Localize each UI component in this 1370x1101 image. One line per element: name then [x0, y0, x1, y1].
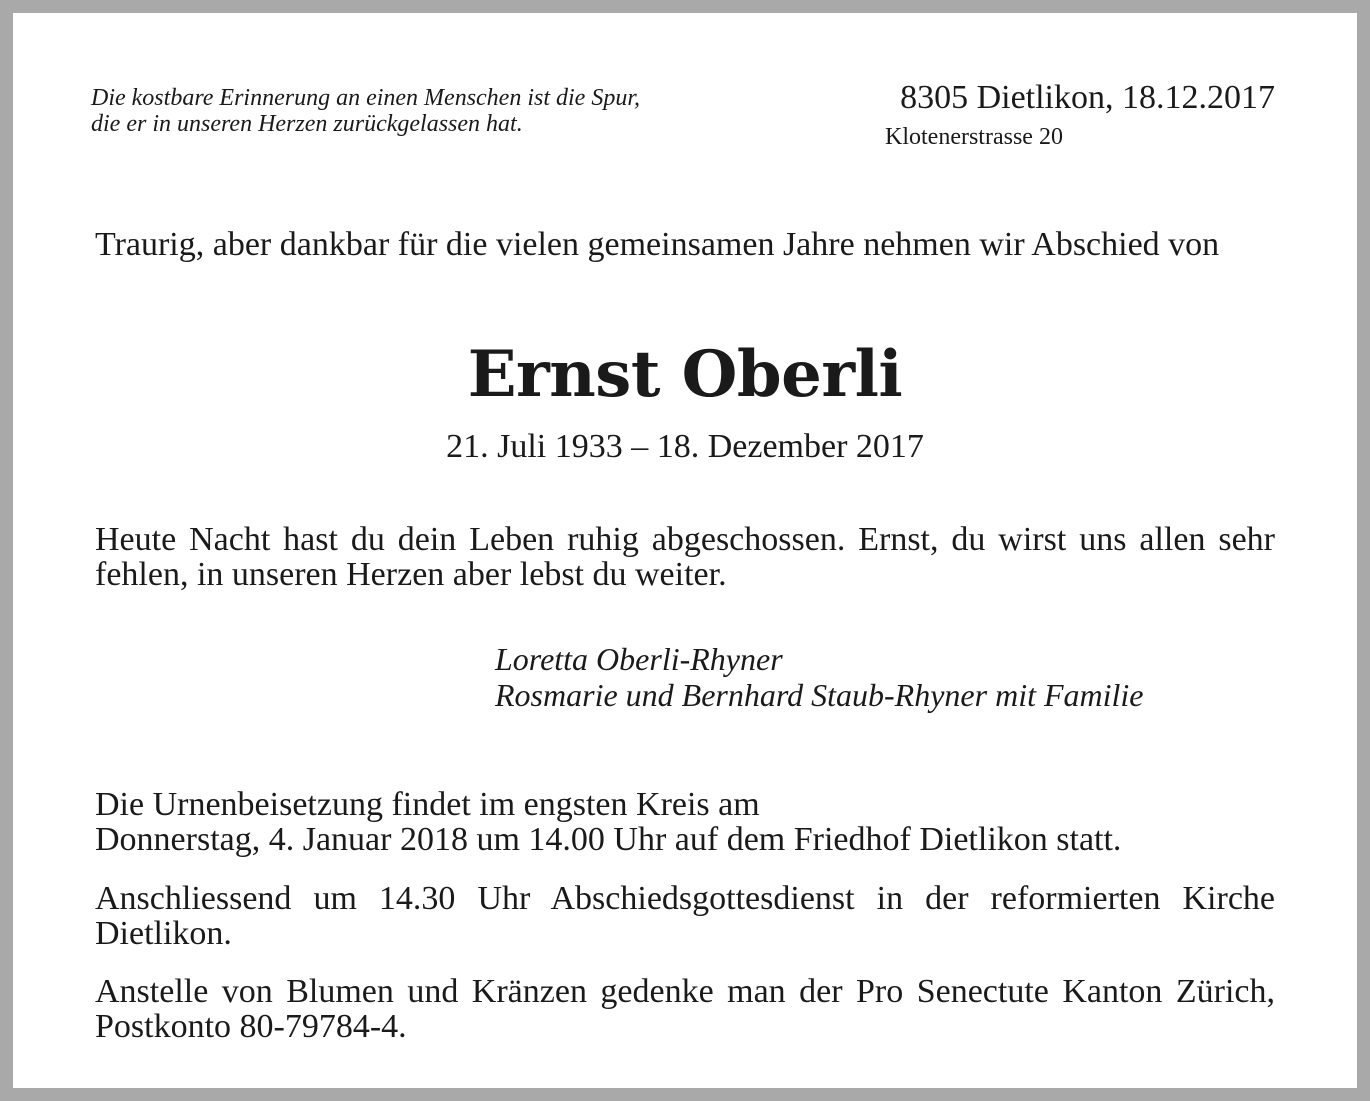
motto-line-1: Die kostbare Erinnerung an einen Menschen ist die Spur,: [91, 85, 641, 111]
burial-line-1: Die Urnenbeisetzung findet im engsten Kreis am: [95, 786, 760, 823]
life-dates: 21. Juli 1933 – 18. Dezember 2017: [446, 428, 924, 465]
burial-paragraph: [95, 787, 1275, 857]
mourners-list: [495, 641, 1275, 713]
address: Klotenerstrasse 20: [885, 124, 1063, 150]
burial-line-2: Donnerstag, 4. Januar 2018 um 14.00 Uhr auf dem Friedhof Dietlikon statt.: [95, 821, 1122, 858]
farewell-message: Heute Nacht hast du dein Leben ruhig abgeschossen. Ernst, du wirst uns allen sehr fehlen, in unseren Herzen aber lebst du weiter.: [95, 521, 1275, 593]
motto-quote: [91, 85, 791, 137]
obituary-notice: [13, 13, 1357, 1088]
deceased-name: Ernst Oberli: [467, 337, 903, 412]
intro-paragraph: Traurig, aber dankbar für die vielen gemeinsamen Jahre nehmen wir Abschied von: [95, 226, 1220, 263]
service-paragraph: Anschliessend um 14.30 Uhr Abschiedsgottesdienst in der reformierten Kirche Dietlikon.: [95, 880, 1275, 952]
motto-line-2: die er in unseren Herzen zurückgelassen hat.: [91, 111, 523, 137]
mourner-name: Rosmarie und Bernhard Staub-Rhyner mit Familie: [495, 677, 1144, 713]
place-date: 8305 Dietlikon, 18.12.2017: [900, 79, 1275, 116]
mourner-name: Loretta Oberli-Rhyner: [495, 641, 783, 677]
donation-paragraph: Anstelle von Blumen und Kränzen gedenke man der Pro Senectute Kanton Zürich, Postkonto 80-79784-4.: [95, 973, 1275, 1045]
